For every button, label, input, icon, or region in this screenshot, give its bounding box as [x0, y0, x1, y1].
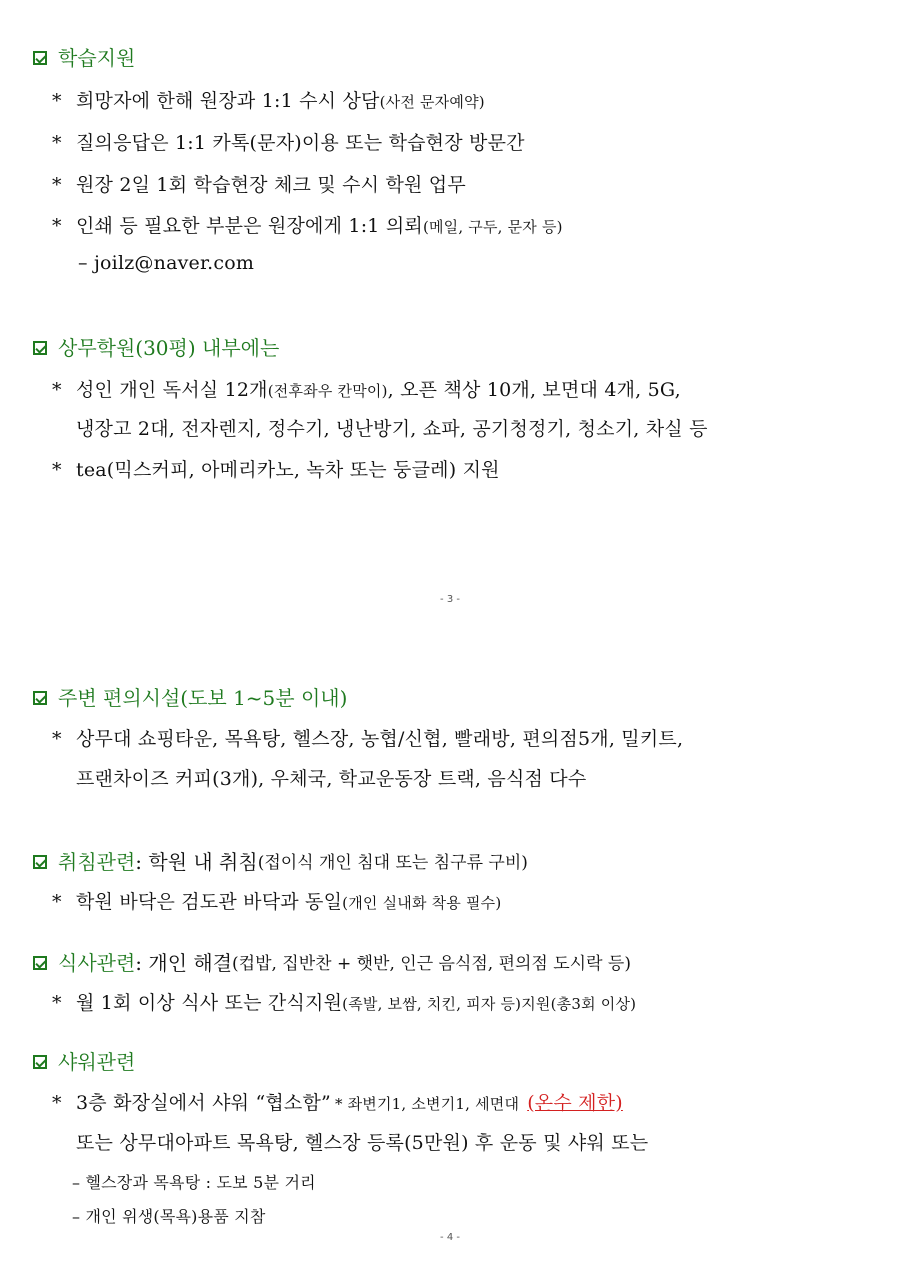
list-item: * 희망자에 한해 원장과 1:1 수시 상담(사전 문자예약)	[52, 90, 485, 112]
bullet: *	[52, 992, 62, 1014]
section-heading-study-support	[33, 42, 135, 71]
bullet: *	[52, 459, 62, 481]
list-item: * 학원 바닥은 검도관 바닥과 동일(개인 실내화 착용 필수)	[52, 891, 502, 913]
heading-text: 식사관련	[58, 951, 136, 975]
list-item: * tea(믹스커피, 아메리카노, 녹차 또는 둥글레) 지원	[52, 459, 500, 481]
list-item: * 인쇄 등 필요한 부분은 원장에게 1:1 의뢰(메일, 구두, 문자 등)	[52, 215, 563, 237]
sub-item: – 개인 위생(목욕)용품 지참	[72, 1207, 266, 1226]
heading-text: 주변 편의시설(도보 1~5분 이내)	[58, 686, 348, 710]
list-item-continuation: 또는 상무대아파트 목욕탕, 헬스장 등록(5만원) 후 운동 및 샤워 또는	[76, 1132, 649, 1154]
page-number: - 4 -	[440, 1232, 460, 1243]
list-item-continuation: 냉장고 2대, 전자렌지, 정수기, 냉난방기, 쇼파, 공기청정기, 청소기, 차실 등	[76, 418, 708, 440]
bullet: *	[52, 132, 62, 154]
list-item: * 3층 화장실에서 샤워 “협소함” * 좌변기1, 소변기1, 세면대 (온수 제한)	[52, 1092, 623, 1114]
heading-text: 취침관련	[58, 850, 136, 874]
section-heading-meals: 식사관련 : 개인 해결 (컵밥, 집반찬 + 햇반, 인근 음식점, 편의점 도시락 등)	[33, 947, 631, 976]
section-heading-nearby-facilities	[33, 682, 347, 711]
heading-text: 샤워관련	[58, 1050, 136, 1074]
section-heading-sleeping: 취침관련 : 학원 내 취침 (접이식 개인 침대 또는 침구류 구비)	[33, 846, 528, 875]
list-item: * 월 1회 이상 식사 또는 간식지원(족발, 보쌈, 치킨, 피자 등)지원(총3회 이상)	[52, 992, 637, 1014]
bullet: *	[52, 1092, 62, 1114]
heading-text: 학습지원	[58, 46, 136, 70]
sub-item: – 헬스장과 목욕탕 : 도보 5분 거리	[72, 1173, 316, 1192]
checkbox-check-icon	[33, 51, 47, 65]
checkbox-check-icon	[33, 341, 47, 355]
page-number: - 3 -	[440, 594, 460, 605]
bullet: *	[52, 174, 62, 196]
list-item: * 성인 개인 독서실 12개(전후좌우 칸막이), 오픈 책상 10개, 보면대 4개, 5G,	[52, 379, 681, 401]
email-sub-item: – joilz@naver.com	[78, 252, 255, 274]
warm-water-limit-note: (온수 제한)	[527, 1092, 623, 1114]
bullet: *	[52, 90, 62, 112]
bullet: *	[52, 891, 62, 913]
bullet: *	[52, 379, 62, 401]
list-item: * 상무대 쇼핑타운, 목욕탕, 헬스장, 농협/신협, 빨래방, 편의점5개, 밀키트,	[52, 728, 684, 750]
checkbox-check-icon	[33, 855, 47, 869]
section-heading-academy-interior	[33, 332, 279, 361]
heading-text: 상무학원(30평) 내부에는	[58, 336, 280, 360]
bullet: *	[52, 215, 62, 237]
list-item: * 질의응답은 1:1 카톡(문자)이용 또는 학습현장 방문간	[52, 132, 525, 154]
checkbox-check-icon	[33, 691, 47, 705]
bullet: *	[52, 728, 62, 750]
section-heading-shower	[33, 1046, 135, 1075]
list-item: * 원장 2일 1회 학습현장 체크 및 수시 학원 업무	[52, 174, 466, 196]
checkbox-check-icon	[33, 1055, 47, 1069]
checkbox-check-icon	[33, 956, 47, 970]
list-item-continuation: 프랜차이즈 커피(3개), 우체국, 학교운동장 트랙, 음식점 다수	[76, 768, 587, 790]
